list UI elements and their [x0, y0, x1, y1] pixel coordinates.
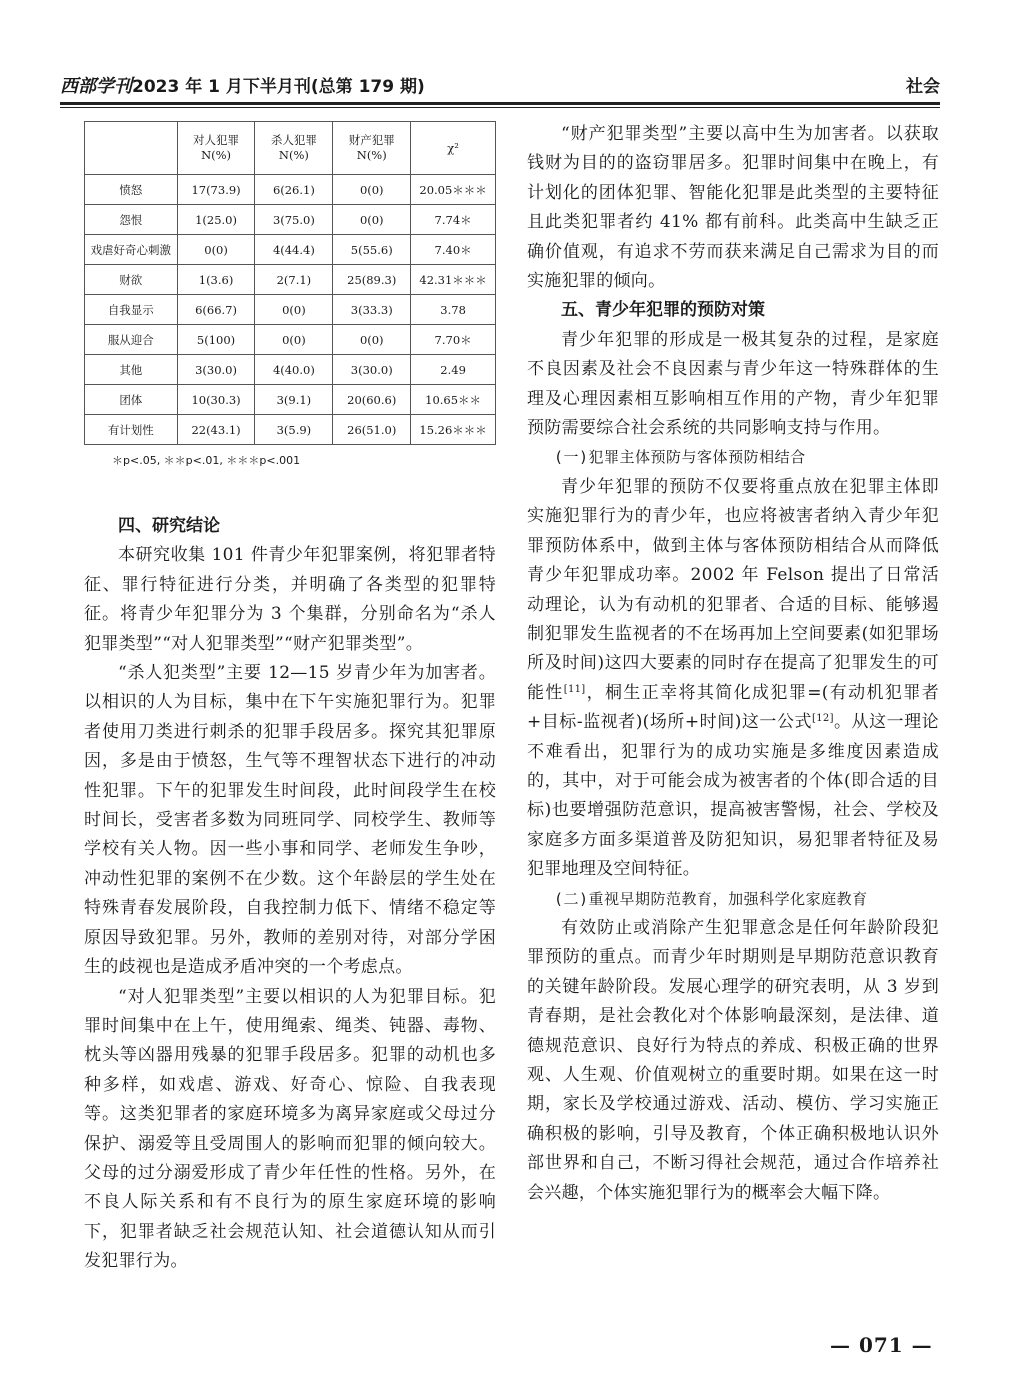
table-cell: 0(0) [333, 175, 411, 205]
table-cell: 4(40.0) [255, 355, 333, 385]
table-cell: 20.05＊＊＊ [411, 175, 496, 205]
table-cell: 3(9.1) [255, 385, 333, 415]
table-cell: 22(43.1) [177, 415, 255, 445]
table-row [85, 385, 496, 415]
table-cell: 3(33.3) [333, 295, 411, 325]
table-cell: 7.40＊ [411, 235, 496, 265]
table-cell: 15.26＊＊＊ [411, 415, 496, 445]
table-cell: 6(26.1) [255, 175, 333, 205]
table-cell: 2.49 [411, 355, 496, 385]
paragraph: “杀人犯类型”主要 12—15 岁青少年为加害者。以相识的人为目标，集中在下午实施犯罪行为。犯罪者使用刀类进行刺杀的犯罪手段居多。探究其犯罪原因，多是由于愤怒，生气等不理智状态下进行的冲动性犯罪。下午的犯罪发生时间段，此时间段学生在校时间长，受害者多数为同班同学、同校学生、教师等学校有关人物。因一些小事和同学、老师发生争吵，冲动性犯罪的案例不在少数。这个年龄层的学生处在特殊青春发展阶段，自我控制力低下、情绪不稳定等原因导致犯罪。另外，教师的差别对待，对部分学困生的歧视也是造成矛盾冲突的一个考虑点。 [84, 663, 496, 978]
right-column [527, 120, 939, 1208]
motive-table [84, 121, 496, 445]
table-header-cell: 对人犯罪 N(%) [177, 122, 255, 175]
paragraph [527, 473, 939, 885]
citation-ref: [12] [812, 713, 834, 725]
row-label-cell: 愤怒 [85, 175, 178, 205]
citation-ref: [11] [563, 683, 586, 695]
table-cell: 17(73.9) [177, 175, 255, 205]
table-row [85, 415, 496, 445]
table-cell: 7.74＊ [411, 205, 496, 235]
table-cell: 3(5.9) [255, 415, 333, 445]
table-cell: 25(89.3) [333, 265, 411, 295]
table-cell: 5(55.6) [333, 235, 411, 265]
section-heading-conclusion: 四、研究结论 [118, 516, 220, 536]
issue-info: 2023 年 1 月下半月刊(总第 179 期) [132, 77, 425, 97]
subsection-heading: (一)犯罪主体预防与客体预防相结合 [554, 448, 806, 467]
table-cell: 0(0) [255, 295, 333, 325]
table-cell: 0(0) [333, 325, 411, 355]
page-header [60, 72, 940, 102]
header-rule-thin [60, 107, 940, 108]
table-cell: 4(44.4) [255, 235, 333, 265]
table-cell: 3.78 [411, 295, 496, 325]
table-row [85, 325, 496, 355]
table-cell: 0(0) [333, 205, 411, 235]
table-cell: 42.31＊＊＊ [411, 265, 496, 295]
table-note: ＊p<.05, ＊＊p<.01, ＊＊＊p<.001 [112, 454, 301, 467]
journal-title [60, 72, 425, 102]
paragraph: “对人犯罪类型”主要以相识的人为犯罪目标。犯罪时间集中在上午，使用绳索、绳类、钝器、毒物、枕头等凶器用残暴的犯罪手段居多。犯罪的动机也多种多样，如戏虐、游戏、好奇心、惊险、自我表现等。这类犯罪者的家庭环境多为离异家庭或父母过分保护、溺爱等且受周围人的影响而犯罪的倾向较大。父母的过分溺爱形成了青少年任性的性格。另外，在不良人际关系和有不良行为的原生家庭环境的影响下，犯罪者缺乏社会规范认知、社会道德认知从而引发犯罪行为。 [84, 986, 496, 1272]
table-cell: 10(30.3) [177, 385, 255, 415]
row-label-cell: 服从迎合 [85, 325, 178, 355]
table-cell: 3(75.0) [255, 205, 333, 235]
row-label-cell: 怨恨 [85, 205, 178, 235]
paragraph-text: 青少年犯罪的预防不仅要将重点放在犯罪主体即实施犯罪行为的青少年，也应将被害者纳入青少年犯罪预防体系中，做到主体与客体预防相结合从而降低青少年犯罪成功率。2002 年 Felson 提出了日常活动理论，认为有动机的犯罪者、合适的目标、能够遏制犯罪发生监视者的不在场再加上空间要素(如犯罪场所及时间)这四大要素的同时存在提高了犯罪发生的可能性 [527, 476, 939, 703]
table-cell: 10.65＊＊ [411, 385, 496, 415]
table-row [85, 265, 496, 295]
table-cell: 3(30.0) [333, 355, 411, 385]
table-header-cell [85, 122, 178, 175]
table-cell: 26(51.0) [333, 415, 411, 445]
table-cell: 5(100) [177, 325, 255, 355]
table-cell: 2(7.1) [255, 265, 333, 295]
row-label-cell: 戏虐好奇心刺激 [85, 235, 178, 265]
row-label-cell: 有计划性 [85, 415, 178, 445]
table-row [85, 175, 496, 205]
paragraph: 青少年犯罪的形成是一极其复杂的过程，是家庭不良因素及社会不良因素与青少年这一特殊群体的生理及心理因素相互影响相互作用的产物，青少年犯罪预防需要综合社会系统的共同影响支持与作用。 [527, 329, 939, 439]
paragraph-text: 。从这一理论不难看出，犯罪行为的成功实施是多维度因素造成的，其中，对于可能会成为被害者的个体(即合适的目标)也要增强防范意识，提高被害警惕，社会、学校及家庭多方面多渠道普及防犯知识，易犯罪者特征及易犯罪地理及空间特征。 [527, 712, 939, 880]
row-label-cell: 财欲 [85, 265, 178, 295]
page-number: — 071 — [830, 1333, 933, 1357]
table-header-cell: 杀人犯罪 N(%) [255, 122, 333, 175]
section-heading-prevention: 五、青少年犯罪的预防对策 [561, 300, 765, 321]
table-header-cell: χ² [411, 122, 496, 175]
table-cell: 0(0) [255, 325, 333, 355]
paragraph: 本研究收集 101 件青少年犯罪案例，将犯罪者特征、罪行特征进行分类，并明确了各类型的犯罪特征。将青少年犯罪分为 3 个集群，分别命名为“杀人犯罪类型”“对人犯罪类型”“财产犯罪类型”。 [84, 545, 496, 654]
table-header-cell: 财产犯罪 N(%) [333, 122, 411, 175]
section-label: 社会 [906, 77, 940, 97]
header-rule-thick [60, 102, 940, 105]
paragraph: 有效防止或消除产生犯罪意念是任何年龄阶段犯罪预防的重点。而青少年时期则是早期防范意识教育的关键年龄阶段。发展心理学的研究表明，从 3 岁到青春期，是社会教化对个体影响最深刻，是法律、道德规范意识、良好行为特点的养成、积极正确的世界观、人生观、价值观树立的重要时期。如果在这一时期，家长及学校通过游戏、活动、模仿、学习实施正确积极的影响，引导及教育，个体正确积极地认识外部世界和自己，不断习得社会规范，通过合作培养社会兴趣，个体实施犯罪行为的概率会大幅下降。 [527, 917, 939, 1203]
row-label-cell: 自我显示 [85, 295, 178, 325]
table-cell: 3(30.0) [177, 355, 255, 385]
row-label-cell: 其他 [85, 355, 178, 385]
table-header-row [85, 122, 496, 175]
table-row [85, 205, 496, 235]
table-cell: 6(66.7) [177, 295, 255, 325]
row-label-cell: 团体 [85, 385, 178, 415]
table-row [85, 295, 496, 325]
table-cell: 1(3.6) [177, 265, 255, 295]
table-cell: 20(60.6) [333, 385, 411, 415]
table-row [85, 235, 496, 265]
journal-logo: 西部学刊 [60, 76, 132, 97]
paragraph-text: ，桐生正幸将其简化成犯罪=(有动机犯罪者+目标-监视者)(场所+时间)这一公式 [527, 682, 939, 733]
table-cell: 1(25.0) [177, 205, 255, 235]
table-cell: 0(0) [177, 235, 255, 265]
table-row [85, 355, 496, 385]
paragraph: “财产犯罪类型”主要以高中生为加害者。以获取钱财为目的的盗窃罪居多。犯罪时间集中在晚上，有计划化的团体犯罪、智能化犯罪是此类型的主要特征且此类犯罪者约 41% 都有前科。此类高中生缺乏正确价值观，有追求不劳而获来满足自己需求为目的而实施犯罪的倾向。 [527, 124, 939, 292]
left-column [84, 512, 496, 1277]
table-cell: 7.70＊ [411, 325, 496, 355]
subsection-heading: (二)重视早期防范教育，加强科学化家庭教育 [554, 889, 868, 908]
